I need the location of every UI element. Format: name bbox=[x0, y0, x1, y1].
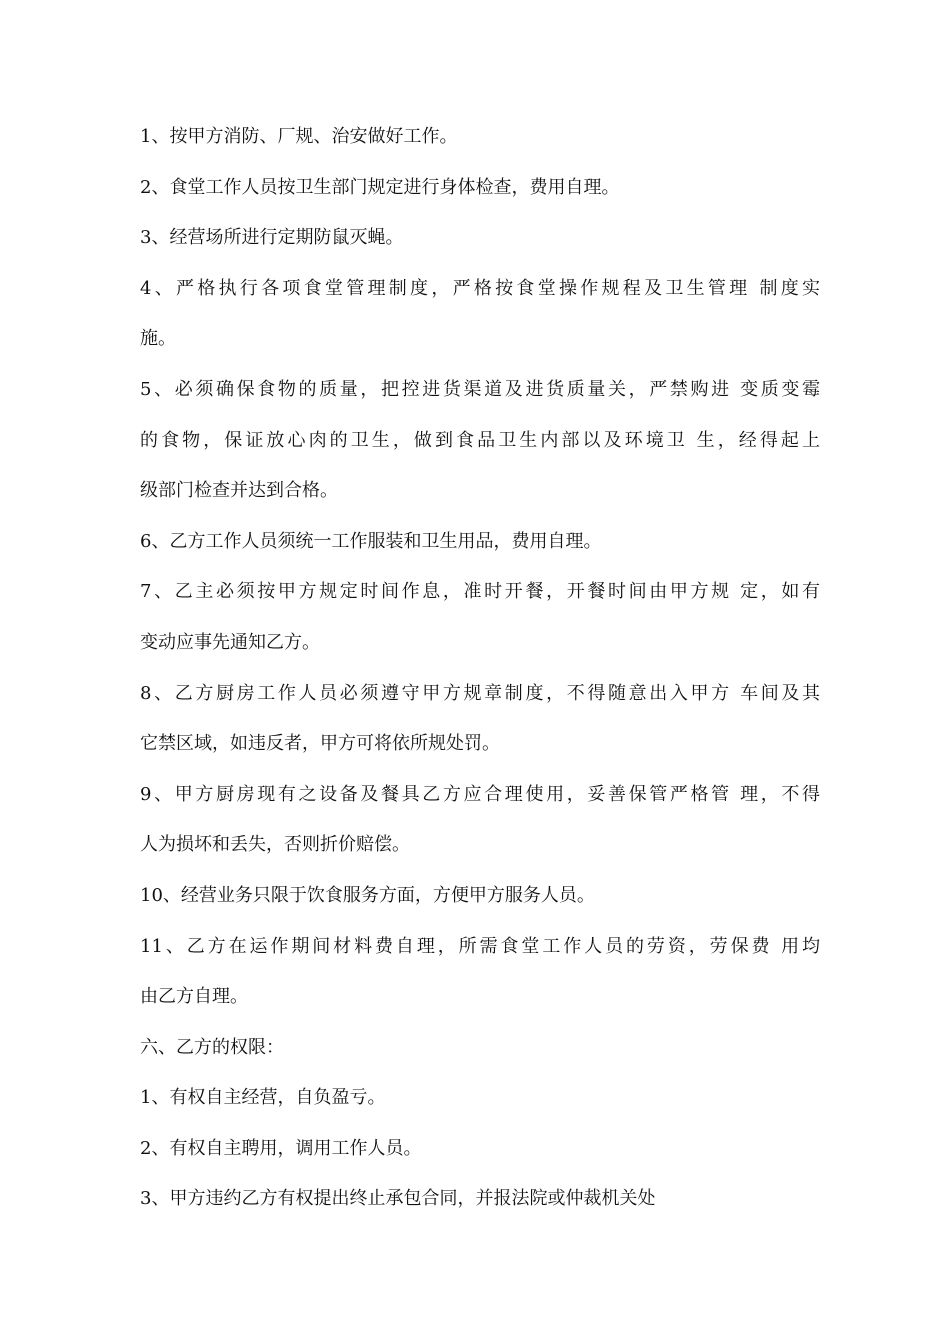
text-line: 3、甲方违约乙方有权提出终止承包合同，并报法院或仲裁机关处 bbox=[140, 1188, 656, 1210]
text-line: 3、经营场所进行定期防鼠灭蝇。 bbox=[140, 227, 404, 249]
document-body bbox=[140, 112, 820, 1225]
text-line: 级部门检查并达到合格。 bbox=[140, 480, 338, 502]
text-line: 1、有权自主经营，自负盈亏。 bbox=[140, 1087, 386, 1109]
text-line: 2、食堂工作人员按卫生部门规定进行身体检查，费用自理。 bbox=[140, 176, 620, 198]
text-line: 它禁区域，如违反者，甲方可将依所规处罚。 bbox=[140, 733, 500, 755]
text-line: 施。 bbox=[140, 328, 176, 350]
text-line: 人为损坏和丢失，否则折价赔偿。 bbox=[140, 834, 410, 856]
text-line: 4、严格执行各项食堂管理制度，严格按食堂操作规程及卫生管理 制度实 bbox=[140, 277, 820, 299]
text-line: 11、乙方在运作期间材料费自理，所需食堂工作人员的劳资，劳保费 用均 bbox=[140, 935, 820, 957]
text-line: 8、乙方厨房工作人员必须遵守甲方规章制度，不得随意出入甲方 车间及其 bbox=[140, 682, 820, 704]
text-line: 5、必须确保食物的质量，把控进货渠道及进货质量关，严禁购进 变质变霉 bbox=[140, 378, 820, 400]
section-heading: 六、乙方的权限： bbox=[140, 1036, 284, 1058]
text-line: 由乙方自理。 bbox=[140, 986, 248, 1008]
text-line: 6、乙方工作人员须统一工作服装和卫生用品，费用自理。 bbox=[140, 530, 602, 552]
text-line: 变动应事先通知乙方。 bbox=[140, 631, 320, 653]
text-line: 9、甲方厨房现有之设备及餐具乙方应合理使用，妥善保管严格管 理，不得 bbox=[140, 783, 820, 805]
text-line: 2、有权自主聘用，调用工作人员。 bbox=[140, 1137, 422, 1159]
text-line: 1、按甲方消防、厂规、治安做好工作。 bbox=[140, 126, 458, 147]
text-line: 10、经营业务只限于饮食服务方面，方便甲方服务人员。 bbox=[140, 884, 595, 906]
text-line: 的食物，保证放心肉的卫生，做到食品卫生内部以及环境卫 生，经得起上 bbox=[140, 429, 820, 451]
text-line: 7、乙主必须按甲方规定时间作息，准时开餐，开餐时间由甲方规 定，如有 bbox=[140, 581, 820, 603]
